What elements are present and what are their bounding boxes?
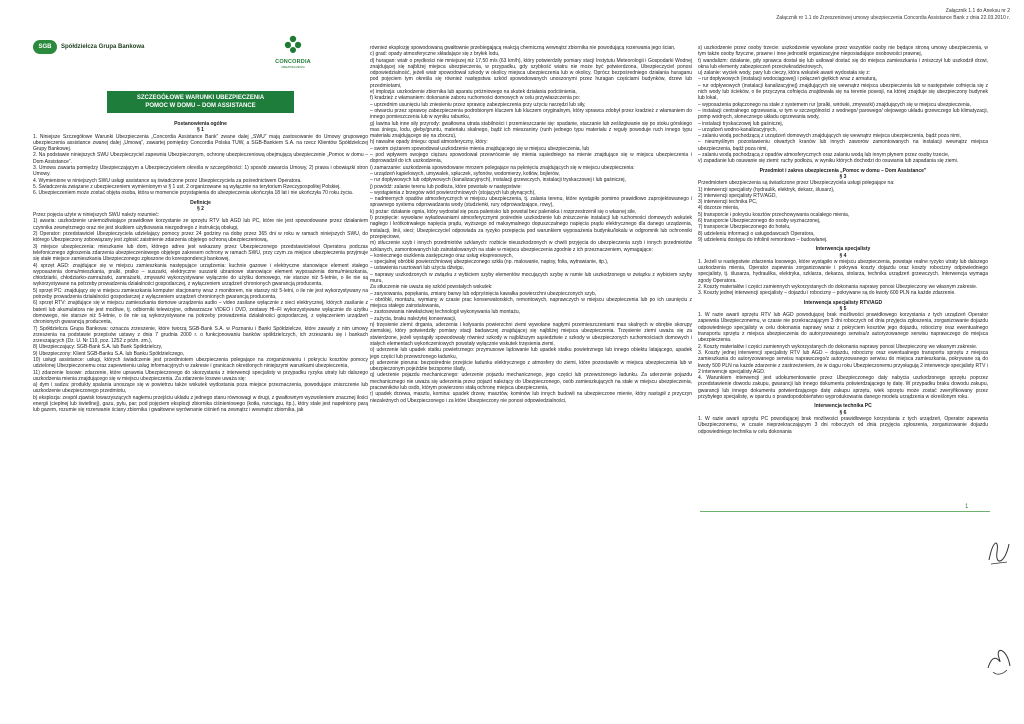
paragraph: 3. Umowa zawarta pomiędzy Ubezpieczającym a Ubezpieczycielem określa w szczególności: 1) sposób zawarcia Umowy, 2) prawa i obowiązki stron Umowy.	[33, 165, 368, 178]
definition-item: 4) sprzęt AGD: znajdujące się w miejscu zamieszkania następujące urządzenia: kuchnie gazowe i elektryczne stanowiące element stałego wyposażenia domu/mieszkania, pralki, pralko – suszarki, elektryczne suszarki ubraniowe stanowiące element wyposażenia domu/mieszkania, chłodziarki, chłodziarko-zamrażarki, zamrażarki, zmywarki wykorzystywane wyłącznie do użytku domowego, nie starsze niż 5-letnie, o ile nie są wykorzystywane na potrzeby prowadzenia działalności gospodarczej, z wyłączeniem urządzeń chronionych gwarancją producenta,	[33, 262, 368, 288]
annex-line-2: Załącznik nr 1.1 do Zrzeszeniowej umowy ubezpieczenia Concordia Assistance Bank z dnia 22.03.2010 r.	[776, 15, 1010, 21]
list-item: 9) udzieleniu dostępu do infolinii remontowo – budowlanej.	[698, 236, 828, 243]
title-line-1: SZCZEGÓŁOWE WARUNKI UBEZPIECZENIA	[136, 95, 265, 101]
definition-subitem: r) upadek drzewa, masztu, komina: upadek drzew, masztów, kominów lub innych budowli na ubezpieczone mienie, który nastąpił z przyczyn niezależnych od Ubezpieczonego i za które Ubezpieczony nie ponosi odpowiedzialności,	[370, 391, 692, 404]
list-item: 1) interwencji specjalisty (hydraulik, elektryk, dekarz, ślusarz),	[698, 186, 835, 193]
paragraph: 5. Świadczenia związane z ubezpieczeniem wymienionym w § 1 ust. 2 organizowane są wyłącznie na terytorium Rzeczypospolitej Polskiej.	[33, 183, 341, 190]
definition-bullet: – specjalnej obróbki powierzchniowej ubezpieczonego szkła (np. malowanie, napisy, folia, wytrawianie, itp.),	[370, 259, 609, 266]
list-item: 2) interwencji specjalisty RTV/AGD,	[698, 192, 777, 199]
definition-subitem: h) nawalne opady śniegu: opad atmosferyczny, który:	[370, 139, 488, 146]
definition-bullet: – instalacji centralnego ogrzewania, w tym w szczególności z wodnego/ parowego/ olejowego układu grzewczego lub klimatyzacji, pomp wodnych, słonecznego układu ogrzewania wody,	[698, 107, 988, 121]
definition-bullet: – koniecznego oszklenia zastępczego oraz usług ekspresowych,	[370, 252, 513, 259]
definition-bullet: – zalaniu wodą pochodzącą z urządzeń domowych znajdujących się wewnątrz miejsca ubezpieczenia, bądź poza nimi,	[698, 133, 961, 140]
section-5-number: § 5	[839, 305, 847, 312]
definition-bullet: – rur dopływowych lub odpływowych (kanalizacyjnych), instalacji grzewczych, instalacji tryskaczowej i lub gaśniczej,	[370, 177, 626, 184]
column-2	[370, 45, 692, 404]
definition-bullet: – rur odpływowych (instalacji kanalizacyjnej) znajdujących się wewnątrz miejsca ubezpieczenia lub w następstwie cofnięcia się z nich wody lub ścieków, o ile przyczyna cofnięcia znajdowała się na terenie posesji, na której znajduje się ubezpieczony budynek lub lokal,	[698, 82, 988, 102]
signature-1-icon	[985, 530, 1013, 570]
definition-subitem: b) eksplozja: zespół zjawisk towarzyszących nagłemu przejściu układu z jednego stanu równowagi w drugi, z gwałtownym wyzwoleniem znacznej ilości energii (ciepłnej lub świetlnej), gazu, pyłu, par; pod pojęciem eksplozji zbiornika ciśnieniowego (kotła, rurociągu, itp.), który stale jest napełniony parą lub gazem, rozumie się rozerwanie ściany zbiornika i gwałtowne wyrównanie ciśnień na zewnątrz i wewnątrz zbiornika, jak	[33, 394, 368, 414]
definition-bullet: – nadmiernych opadów atmosferycznych w miejscu ubezpieczenia, tj. zalania terenu, które wystąpiło pomimo prawidłowo zaprojektowanego i sprawnego systemu odprowadzania wody (studzienki, rury odprowadzające, rowy),	[370, 196, 692, 209]
document-title	[107, 91, 294, 113]
concordia-logo	[265, 34, 321, 69]
definition-subitem: s) uszkodzenie przez osoby trzecie: uszkodzenie wywołane przez wszystkie osoby nie będące stroną umowy ubezpieczenia, w tym także osoby fizyczne, prawne i inne jednostki organizacyjne nieposiadające osobowości prawnej,	[698, 45, 988, 58]
column-3	[698, 45, 988, 435]
definition-item: 8) Ubezpieczający: SGB-Bank S.A. lub Bank Spółdzielczy,	[33, 344, 163, 351]
definition-bullet: – nieumyślnym pozostawieniu otwartych kranów lub innych zaworów zamontowanych na instalacji wewnątrz miejsca ubezpieczenia, bądź poza nimi,	[698, 139, 988, 152]
definition-item: 3) miejsce ubezpieczenia: mieszkanie lub dom, którego adres jest wskazany przez Ubezpieczonego przedstawicielowi Operatora podczas telefonicznego zgłoszenia zdarzenia ubezpieczeniowego objętego zakresem ochrony w ramach SWU, przy czym za miejsce ubezpieczenia przyjmuje się stałe miejsce zamieszkania Ubezpieczonego zgłoszone do korespondencji bankowej,	[33, 243, 368, 263]
definition-item: 5) sprzęt PC: znajdujący się w miejscu zamieszkania komputer stacjonarny wraz z monitorem, nie starszy niż 5-letni, o ile nie jest wykorzystywany na potrzeby prowadzenia działalności gospodarczej z wyłączeniem urządzeń chronionych gwarancją producenta,	[33, 287, 368, 301]
concordia-name: CONCORDIA	[275, 59, 311, 65]
definition-bullet: – zalaniu wodą pochodzącą z opadów atmosferycznych oraz zalaniu wodą lub innym płynem przez osoby trzecie,	[698, 152, 950, 159]
definition-bullet: – rur dopływowych (instalacji wodociągowej) i połączeń giętkich wraz z armaturą,	[698, 76, 877, 83]
section-3-title: Przedmiot i zakres ubezpieczenia „Pomoc w domu – Dom Assistance”	[759, 167, 927, 174]
concordia-flower-icon	[283, 34, 303, 54]
paragraph: 2. Na podstawie niniejszych SWU Ubezpieczyciel zapewnia Ubezpieczonym, ochronę ubezpieczeniową obejmującą ubezpieczenie „Pomoc w domu – Dom Assistance”.	[33, 152, 368, 165]
section-1-number: § 1	[197, 127, 204, 134]
definition-bullet: – obróbki, montażu, wymiany w czasie prac konserwatorskich, remontowych, naprawczych w miejscu ubezpieczenia lub po ich usunięciu z miejsca stałego zainstalowania,	[370, 296, 692, 310]
definition-item: 7) Spółdzielcza Grupa Bankowa: oznacza zrzeszenie, które tworzą SGB-Bank S.A. w Poznaniu i Banki Spółdzielcze, które zawarły z nim umowy zrzeszenia na podstawie przepisów ustawy z dnia 7 grudnia 2000 r. o funkcjonowaniu banków spółdzielczych, ich zrzeszaniu się i bankach zrzeszających (Dz. U. Nr 119, poz. 1252 z późn. zm.),	[33, 325, 368, 345]
annex-note	[776, 8, 1010, 22]
definition-bullet: – swoim ciężarem spowodował uszkodzenie mienia znajdującego się w miejscu ubezpieczenia, lub	[370, 145, 590, 152]
concordia-subtitle: UBEZPIECZENIA	[281, 65, 305, 69]
paragraph: 6. Ubezpieczeniem może zostać objęta osoba, która w momencie przystąpienia do ubezpieczenia ukończyła 18 lat i nie ukończyła 70 roku życia.	[33, 190, 354, 197]
paragraph: 4. Warunkiem interwencji jest udokumentowanie przez Ubezpieczonego daty nabycia uszkodzonego sprzętu poprzez przedstawienie dowodu zakupu, gwarancji lub innego dokumentu potwierdzającego tę datę. W przypadku braku dowodu zakupu, gwarancji lub innego dokumentu potwierdzającego datę zakupu sprzętu, wiek sprzętu może zostać zweryfikowany przez przybyłego specjalistę, w oparciu o prawdopodobieństwo wyprodukowania danego modelu urządzenia w określonym roku.	[698, 375, 988, 401]
sgb-name: Spółdzielcza Grupa Bankowa	[61, 44, 145, 50]
definition-subitem: u) zalanie: wyciek wody, pary lub cieczy, która wskutek awarii wydostała się z:	[698, 70, 871, 77]
definition-subitem: również eksplozję spowodowaną gwałtownie przebiegającą reakcją chemiczną wewnątrz zbiornika nie powodującą rozerwania jego ścian,	[370, 45, 676, 51]
paragraph: Przez pojęcia użyte w niniejszych SWU należy rozumieć:	[33, 212, 160, 219]
definition-bullet: – zarysowania, popękania, zmiany barwy lub odpryśnięcia kawałka powierzchni ubezpieczonych szyb,	[370, 290, 597, 297]
sgb-logo	[33, 40, 144, 54]
paragraph: 3. Koszty jednej interwencji specjalisty RTV lub AGD – dojazdu, robocizny oraz ewentualnego transportu sprzętu z miejsca zamieszkania do autoryzowanego serwisu naprawczego/z autoryzowanego serwisu do miejsca zamieszkania, pokrywane są do kwoty 500 PLN na każde zdarzenie z zastrzeżeniem, że w ciągu roku Ubezpieczonemu przysługują 2 interwencje specjalisty RTV i 2 interwencje specjalisty AGD.	[698, 349, 988, 375]
definition-bullet: – wyposażenia połączonego na stałe z systemem rur (pralki, wirówki, zmywarki) znajdujących się w miejscu ubezpieczenia,	[698, 101, 971, 108]
definition-item: 2) Operator: przedstawiciel Ubezpieczyciela udzielający pomocy przez 24 godziny na dobę przez 365 dni w roku w ramach niniejszych SWU, do którego Ubezpieczony zobowiązany jest zgłosić zaistnienie zdarzenia objętego ochroną ubezpieczeniową,	[33, 231, 368, 244]
definition-subitem: k) pożar: działanie ognia, który wydostał się poza palenisko lub powstał bez paleniska i rozprzestrzenił się o własnej sile,	[370, 208, 637, 215]
definition-bullet: – zużycia, braku należytej konserwacji,	[370, 315, 457, 322]
definition-subitem: l) przepięcie: wywołane wyładowaniami atmosferycznymi pośrednie uszkodzenie lub zniszczenie instalacji lub ruchomości domowych wskutek nagłego i krótkotrwałego napięcia prądu, wyższego od maksymalnego dopuszczalnego napięcia prądu elektrycznego dla danego urządzenia, instalacji, linii, sieci; Ubezpieczyciel odpowiada za ryzyko przepięcia pod warunkiem wyposażenia budynku/lokalu w odgromnik lub ochronniki przepięciowe,	[370, 215, 692, 240]
definition-subitem: j) powódź: zalanie terenu lub podłoża, które powstało w następstwie:	[370, 183, 522, 190]
annex-line-1: Załącznik 1.1 do Aneksu nr 2	[945, 8, 1010, 14]
definition-subitem: v) zapadanie lub osuwanie się ziemi: ruchy podłoża, w wyniku których dochodzi do osuwania lub zapadania się ziemi.	[698, 158, 959, 165]
list-item: 5) transporcie i pokryciu kosztów przechowywania ocalałego mienia,	[698, 211, 850, 218]
title-line-2: POMOC W DOMU – DOM ASSISTANCE	[145, 103, 256, 109]
section-5-title: Interwencja specjalisty RTV/AGD	[803, 299, 883, 306]
section-3-number: § 3	[839, 173, 847, 180]
definition-item: 6) sprzęt RTV: znajdujące się w miejscu zamieszkania domowe urządzenia audio – video zasilane wyłącznie z sieci elektrycznej, których zasilanie z baterii lub akumulatora nie jest możliwe, tj. odbiorniki telewizyjne, odtwarzacze VIDEO i DVD, zestawy HI–FI wykorzystywane wyłącznie do użytku domowego, nie starsze niż 5-letnie, o ile nie są wykorzystywane na potrzeby prowadzenia działalności gospodarczej, z wyłączeniem urządzeń chronionych gwarancją producenta,	[33, 300, 368, 326]
section-2-title: Definicje	[190, 199, 211, 206]
definition-subitem: g) lawina lub inne siły przyrody: gwałtowna utrata stabilności i przemieszczanie się: spadanie, staczanie lub ześlizgiwanie się po stoku górskiego mas śniegu, lodu, gleby/gruntu, materiału skalnego, bądź ich mieszaniny (runh jednego typu materiału z reguły powoduje ruch innego typu materiału znajdującego się na zboczu),	[370, 120, 692, 140]
definition-bullet: – urządzeń wodno-kanalizacyjnych,	[698, 126, 777, 133]
definition-bullet: – otwarciu przez sprawcę zabezpieczenia podrobionym kluczem lub kluczem oryginalnym, który sprawca zdobył przez kradzież z włamaniem do innego pomieszczenia lub w wyniku rabunku,	[370, 107, 692, 121]
definition-item: 10) usługi assistance: usługi, których świadczenie jest przedmiotem ubezpieczenia polegające na zorganizowaniu i pokryciu kosztów pomocy udzielonej Ubezpieczonemu oraz zapewnieniu usług informacyjnych w zakresie i granicach określonych niniejszymi warunkami ubezpieczenia,	[33, 356, 368, 370]
list-item: 8) udzieleniu informacji o usługodawcach Operatora,	[698, 230, 815, 237]
list-item: 7) transporcie Ubezpieczonego do hotelu,	[698, 224, 791, 231]
section-4-title: Interwencja specjalisty	[815, 246, 871, 253]
section-4-number: § 4	[839, 252, 847, 259]
paragraph: 1. W razie awarii sprzętu PC powodującej brak możliwości prawidłowego korzystania z tych urządzeń, Operator zapewnia Ubezpieczonemu, w czasie nieprzekraczającym 3 dni roboczych od dnia przyjęcia zgłoszenia, zorganizowanie dojazdu odpowiedniego technika w celu dokonania	[698, 415, 988, 435]
paragraph: 1. W razie awarii sprzętu RTV lub AGD powodującej brak możliwości prawidłowego korzystania z tych urządzeń Operator zapewnia Ubezpieczonemu, w czasie nie przekraczającym 3 dni roboczych od dnia przyjęcia zgłoszenia, zorganizowanie dojazdu odpowiedniego specjalisty w celu dokonania naprawy wraz z pokryciem kosztów jego dojazdu, robocizny oraz ewentualnego transportu sprzętu z miejsca ubezpieczenia do autoryzowanego serwisu/z autoryzowanego serwisu naprawczego do miejsca ubezpieczenia.	[698, 312, 988, 344]
list-item: 4) dozorze mienia,	[698, 205, 740, 212]
definition-bullet: – wystąpienia z brzegów wód powierzchniowych (stojących lub płynących),	[370, 189, 536, 196]
definition-bullet: – zastosowania niewłaściwej technologii wykonywania lub montażu,	[370, 309, 521, 316]
list-item: 6) transporcie Ubezpieczonego do osoby wyznaczonej,	[698, 218, 821, 225]
definition-item: 9) Ubezpieczony: Klient SGB-Banku S.A. lub Banku Spółdzielczego,	[33, 350, 185, 357]
definition-subitem: d) huragan: wiatr o prędkości nie mniejszej niż 17,50 m/s (63 km/h), który potwierdziły pomiary stacji Instytutu Meteorologii i Gospodarki Wodnej znajdującej się najbliżej miejsca ubezpieczenia, w przypadku, gdy szybkość wiatru nie może być potwierdzona, Ubezpieczyciel ponosi odpowiedzialność, jeżeli wiatr spowodował szkody w okolicy miejsca ubezpieczenia lub w okolicy. Oprócz bezpośredniego działania huraganu pod pojęciem tym określa się również następstwa szkód spowodowanych unoszonymi przez huragan częściami budynków, drzew lub przedmiotami,	[370, 57, 692, 89]
signature-2-icon	[985, 640, 1013, 680]
definition-bullet: – uprzednim usunięciu lub zniesieniu przez sprawcę zabezpieczenia przy użyciu narzędzi lub siły,	[370, 101, 586, 108]
paragraph: Przedmiotem ubezpieczenia są świadczone przez Ubezpieczyciela usługi polegające na:	[698, 180, 895, 187]
paragraph: 4. Wymienione w niniejszych SWU usługi assistance są świadczone przez Ubezpieczyciela za pośrednictwem Operatora.	[33, 177, 302, 184]
definition-bullet: – urządzeń kąpielowych, umywalek, spłuczek, syfonów, wodomierzy, kotłów, bojlerów,	[370, 170, 560, 177]
definition-subitem: p) uderzenie pioruna: bezpośrednie przejście ładunku elektrycznego z atmosfery do ziemi, które pozostawiło w miejscu ubezpieczenia lub w ubezpieczonym pojeździe bezsporne ślady,	[370, 359, 692, 373]
definition-subitem: n) trzęsienie ziemi: drgania, uderzenia i kołysania powierzchni ziemi wywołane nagłymi przemieszczeniami mas skalnych w obrębie skorupy ziemskiej, który potwierdziły pomiary stacji badawczej znajdującej się najbliżej miejsca ubezpieczenia. Trzęsienie ziemi uważa się za stwierdzone, jeżeli wystąpiły spowodowały również szkody w najbliższym sąsiedztwie z szkody w ubezpieczonych ruchomościach domowych i stałych elementach wykończeniowych powstały wyłącznie wskutek trzęsienia ziemi,	[370, 322, 692, 347]
sgb-mark: SGB	[33, 40, 57, 54]
page-number: 1	[965, 504, 969, 510]
section-1-title: Postanowienia ogólne	[174, 121, 227, 127]
definition-subitem: o) uderzenie lub upadek statku powietrznego: przymusowe lądowanie lub upadek statku powietrznego lub innego obiektu latającego, upadek jego części lub przewożonego ładunku,	[370, 347, 692, 360]
section-6-number: § 6	[839, 409, 847, 416]
definition-bullet: – pod wpływem swojego ciężaru spowodował przewrócenie się mienia sąsiedniego na mienie znajdujące się w miejscu ubezpieczenia i doprowadził do ich uszkodzenia,	[370, 152, 692, 165]
paragraph: 3. Koszty jednej interwencji specjalisty – dojazdu i robocizny – pokrywane są do kwoty 600 PLN na każde zdarzenie.	[698, 290, 956, 297]
section-2-number: § 2	[197, 205, 204, 212]
definition-subitem: c) grad: opady atmosferyczne składające się z bryłek lodu,	[370, 51, 500, 58]
definition-subitem: q) uderzenie pojazdu mechanicznego: uderzenie pojazdu mechanicznego, jego części lub przewożonego ładunku. Za uderzenie pojazdu mechanicznego nie uważa się uderzenia przez pojazd należący do Ubezpieczonego, osób zamieszkujących na stałe w miejscu ubezpieczenia, pracowników lub osób, którym powierzono stałą ochronę miejsca ubezpieczenia,	[370, 372, 692, 392]
paragraph: 2. Koszty materiałów i części zamiennych wykorzystanych do dokonania naprawy ponosi Ubezpieczony we własnym zakresie.	[698, 283, 978, 290]
definition-subitem: f) kradzież z włamaniem: dokonanie zaboru ruchomości domowych w celu przywłaszczenia po:	[370, 95, 581, 102]
section-6-title: Interwencja technika PC	[814, 403, 872, 410]
definition-subitem: e) implozja: uszkodzenie zbiornika lub aparatu próżniowego na skutek działania podciśnienia,	[370, 89, 577, 96]
footer-divider	[700, 511, 990, 512]
definition-subitem: a) dym i sadza: produkty spalania unoszące się w powietrzu także wskutek wydostania poza miejsce przeznaczenia, powodujące zniszczenie lub uszkodzenie ubezpieczonego przedmiotu,	[33, 382, 368, 395]
definition-bullet: – instalacji tryskaczowej lub gaśniczej,	[698, 120, 784, 127]
definition-note: Za stłuczenie nie uważa się szkód powstałych wskutek:	[370, 284, 493, 291]
definition-bullet: – ustawienia rusztowań lub użycia dźwigu,	[370, 265, 464, 272]
paragraph: 2. Koszty materiałów i części zamiennych wykorzystanych do dokonania naprawy ponosi Ubezpieczony we własnym zakresie.	[698, 343, 978, 350]
column-1	[33, 118, 368, 414]
definition-subitem: t) wandalizm: działanie, gdy sprawca dostał się lub usiłował dostać się do miejsca zamieszkania i zniszczył lub uszkodził drzwi, okna lub elementy zabezpieczeń przeciwkradzieżowych,	[698, 57, 988, 70]
definition-bullet: – naprawy uszkodzonych w związku z wybiciem szyby elementów mocujących szybę w ramie lub uszkodzonego w związku z wybiciem szyby muru,	[370, 271, 692, 284]
definition-subitem: m) stłuczenie szyb i innych przedmiotów szklanych: rozbicie nieuszkodzonych w chwili przyjęcia do ubezpieczenia szyb i innych przedmiotów szklanych, zamontowanych lub zainstalowanych na stałe w miejscu ubezpieczenia zgodnie z ich przeznaczeniem, wymagające:	[370, 240, 692, 253]
definition-subitem: i) zamarzanie: uszkodzenia spowodowane mrozem polegające na pęknięciu znajdujących się w miejscu ubezpieczenia:	[370, 164, 635, 171]
list-item: 3) interwencji technika PC,	[698, 199, 758, 206]
definition-item: 11) zdarzenie losowe: zdarzenie, które uprawnia Ubezpieczonego do skorzystania z interwencji specjalisty w przypadku ryzyka utraty lub dalszego uszkodzenia mienia znajdującego się w miejscu ubezpieczenia. Za zdarzenie losowe uważa się:	[33, 369, 368, 382]
definition-item: 1) awaria: uszkodzenie uniemożliwiające prawidłowe korzystanie ze sprzętu RTV lub AGD lub PC, które nie jest spowodowane przez działaniem czynnika zewnętrznego oraz nie jest skutkiem użytkowania niezgodnego z instrukcją obsługi,	[33, 218, 368, 231]
paragraph: 1. Jeżeli w następstwie zdarzenia losowego, które wystąpiło w miejscu ubezpieczenia, powstaje realne ryzyko utraty lub dalszego uszkodzenia mienia, Operator zapewnia zorganizowanie i pokrywa koszty dojazdu oraz koszty robocizny odpowiedniego specjalisty, tj. ślusarza, hydraulika, elektryka, szklarza, dekarza, stolarza, technika urządzeń grzewczych. Interwencja wymaga zgody Operatora.	[698, 258, 988, 284]
paragraph: 1. Niniejsze Szczegółowe Warunki Ubezpieczenia „Concordia Assistance Bank” zwane dalej „SWU” mają zastosowanie do Umowy grupowego ubezpieczenia assistance zwanej dalej „Umową”, zawartej pomiędzy Concordia Polska TUW, a SGB-Bankiem S.A. na rzecz Klientów Spółdzielczej Grupy Bankowej.	[33, 133, 368, 153]
